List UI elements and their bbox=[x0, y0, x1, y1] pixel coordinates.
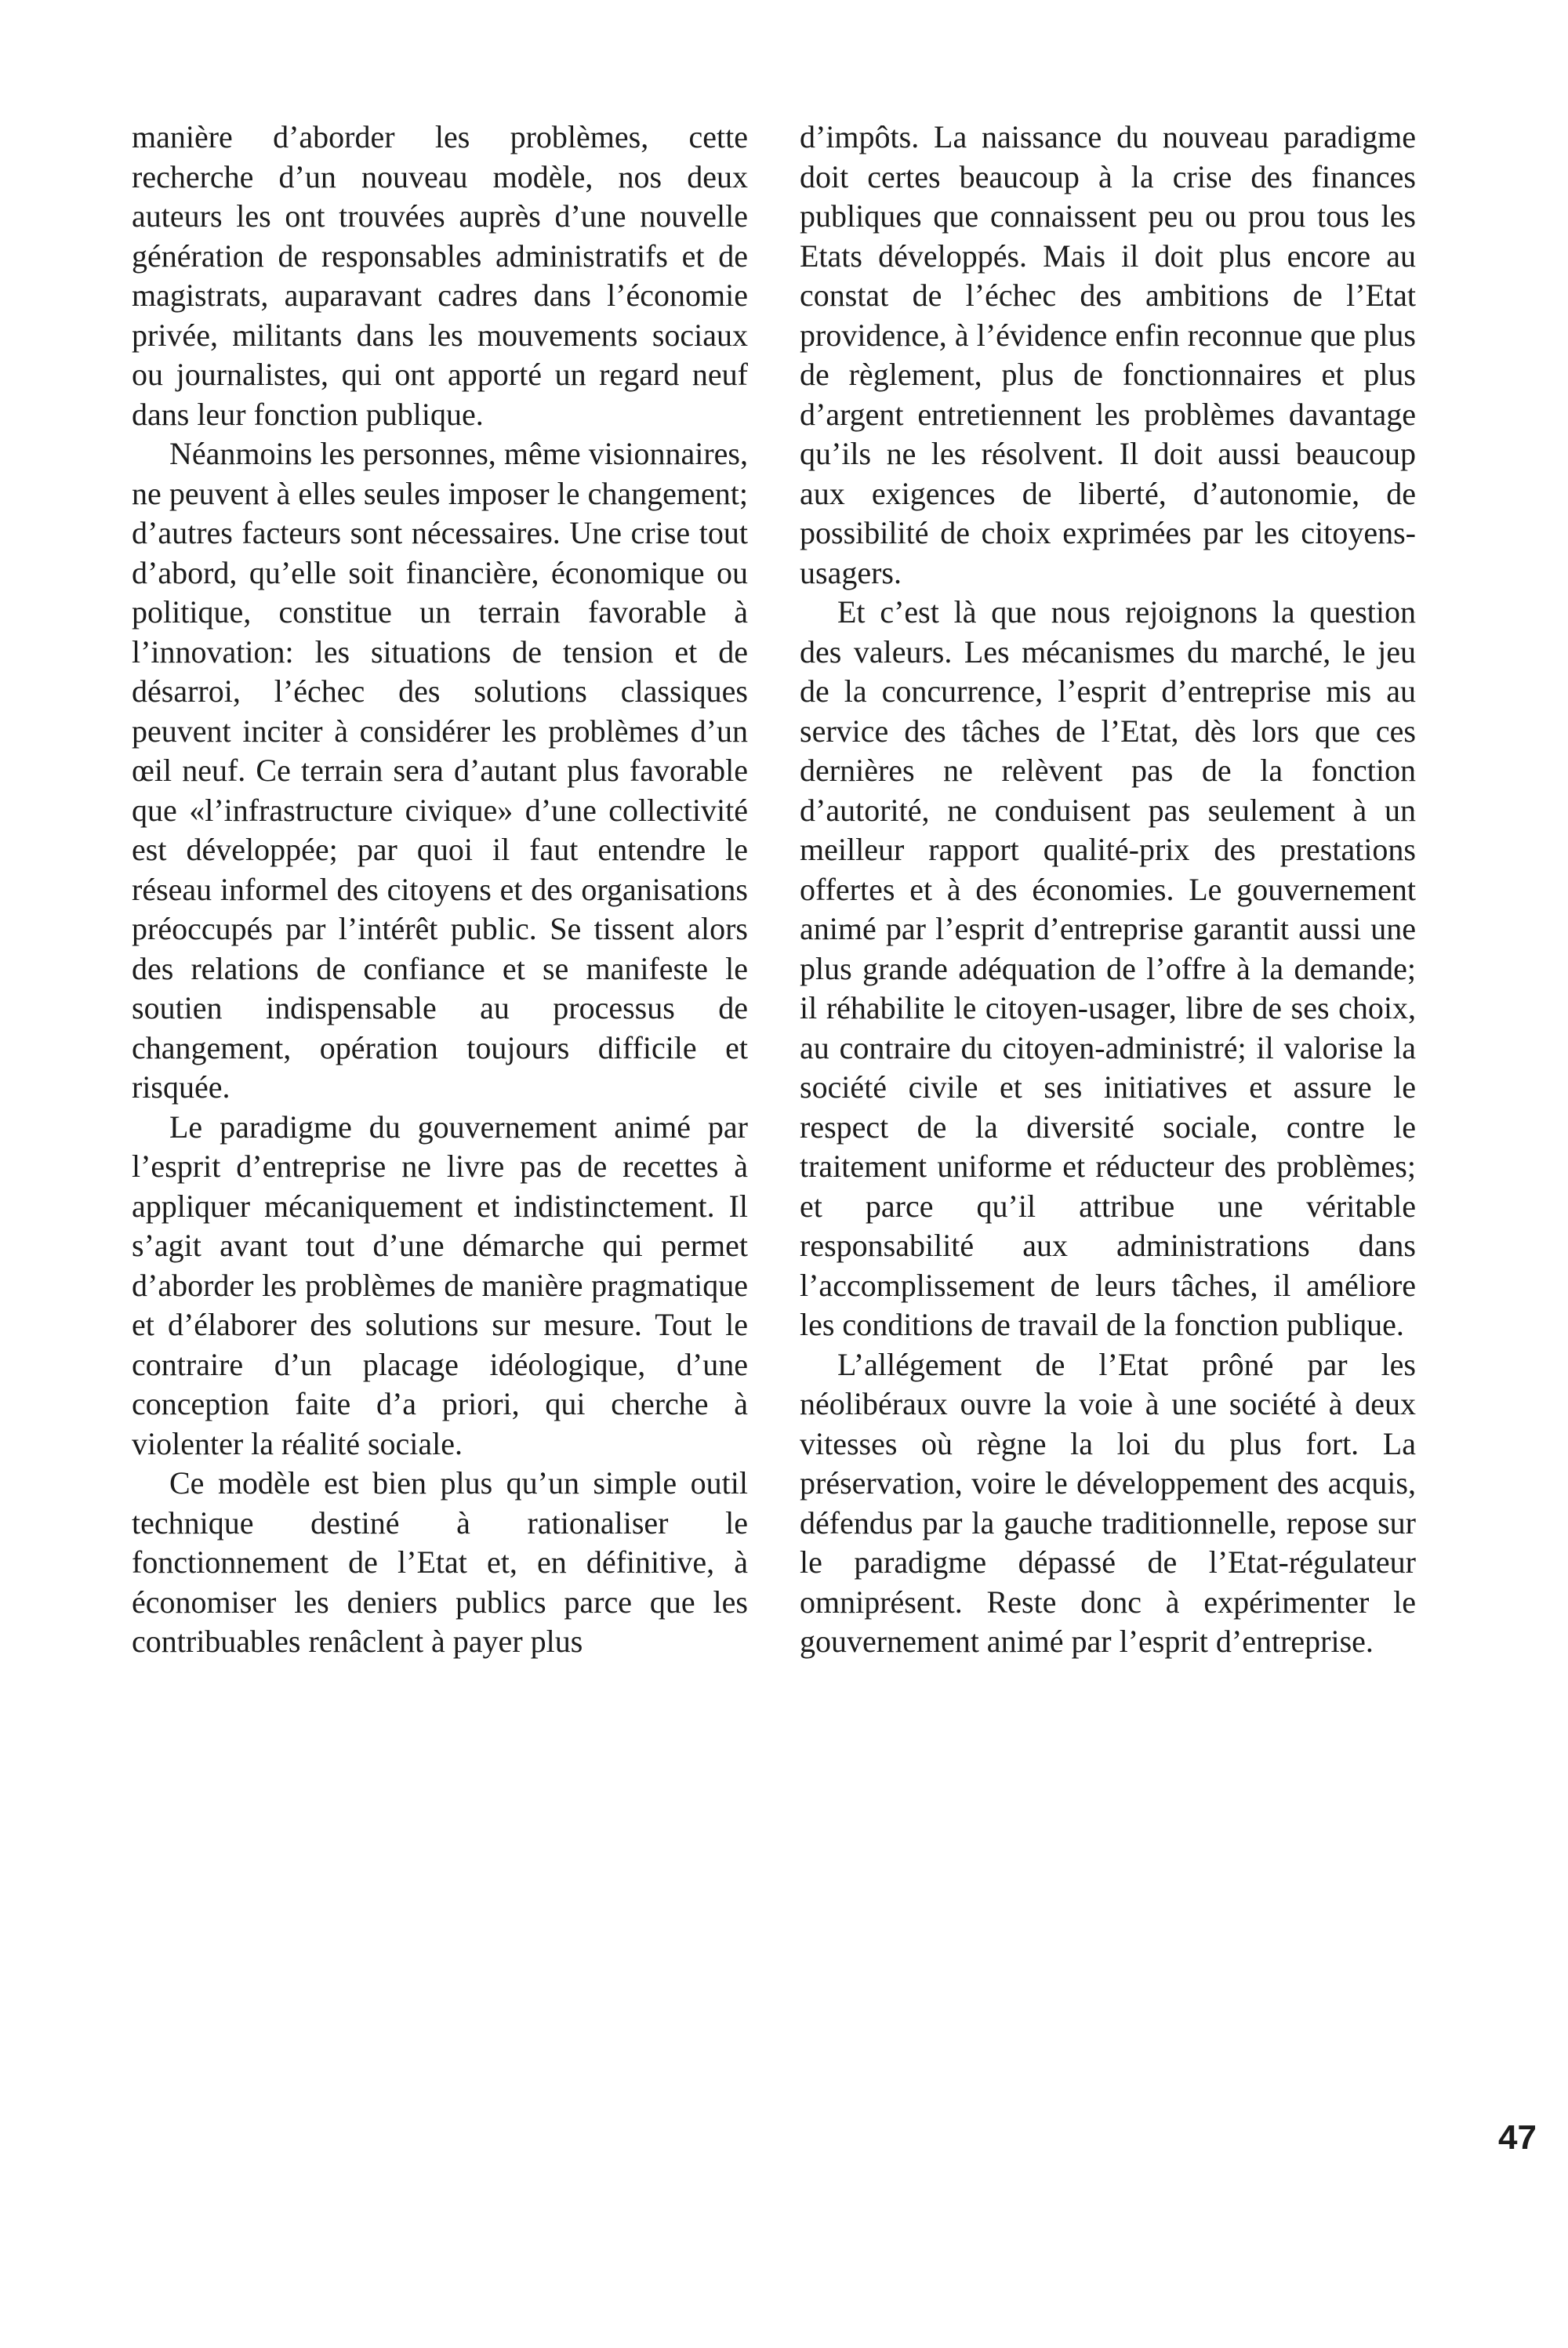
paragraph: Néanmoins les personnes, même visionnaires, ne peuvent à elles seules imposer le changement; d’autres facteurs sont nécessaires. Une crise tout d’abord, qu’elle soit financière, économique ou politique, constitue un terrain favorable à l’innovation: les situations de tension et de désarroi, l’échec des solutions classiques peuvent inciter à considérer les problèmes d’un œil neuf. Ce terrain sera d’autant plus favorable que «l’infrastructure civique» d’une collectivité est développée; par quoi il faut entendre le réseau informel des citoyens et des organisations préoccupés par l’intérêt public. Se tissent alors des relations de confiance et se manifeste le soutien indispensable au processus de changement, opération toujours difficile et risquée. bbox=[132, 436, 748, 1105]
paragraph: d’impôts. La naissance du nouveau paradigme doit certes beaucoup à la crise des finances publiques que connaissent peu ou prou tous les Etats développés. Mais il doit plus encore au constat de l’échec des ambitions de l’Etat providence, à l’évidence enfin reconnue que plus de règlement, plus de fonctionnaires et plus d’argent entretiennent les problèmes davantage qu’ils ne les résolvent. Il doit aussi beaucoup aux exigences de liberté, d’autonomie, de possibilité de choix exprimées par les citoyens-usagers. bbox=[800, 119, 1416, 590]
text-column-right bbox=[800, 118, 1416, 1662]
paragraph: Et c’est là que nous rejoignons la question des valeurs. Les mécanismes du marché, le jeu de la concurrence, l’esprit d’entreprise mis au service des tâches de l’Etat, dès lors que ces dernières ne relèvent pas de la fonction d’autorité, ne conduisent pas seulement à un meilleur rapport qualité-prix des prestations offertes et à des économies. Le gouvernement animé par l’esprit d’entreprise garantit aussi une plus grande adéquation de l’offre à la demande; il réhabilite le citoyen-usager, libre de ses choix, au contraire du citoyen-administré; il valorise la société civile et ses initiatives et assure le respect de la diversité sociale, contre le traitement uniforme et réducteur des problèmes; et parce qu’il attribue une véritable responsabilité aux administrations dans l’accomplissement de leurs tâches, il améliore les conditions de travail de la fonction publique. bbox=[800, 594, 1416, 1342]
text-column-left bbox=[132, 118, 748, 1662]
paragraph: Ce modèle est bien plus qu’un simple outil technique destiné à rationaliser le fonctionnement de l’Etat et, en définitive, à économiser les deniers publics parce que les contribuables renâclent à payer plus bbox=[132, 1465, 748, 1659]
page-number: 47 bbox=[1498, 2118, 1537, 2157]
paragraph: Le paradigme du gouvernement animé par l’esprit d’entreprise ne livre pas de recettes à appliquer mécaniquement et indistinctement. Il s’agit avant tout d’une démarche qui permet d’aborder les problèmes de manière pragmatique et d’élaborer des solutions sur mesure. Tout le contraire d’un placage idéologique, d’une conception faite d’a priori, qui cherche à violenter la réalité sociale. bbox=[132, 1109, 748, 1461]
paragraph: L’allégement de l’Etat prôné par les néolibéraux ouvre la voie à une société à deux vitesses où règne la loi du plus fort. La préservation, voire le développement des acquis, défendus par la gauche traditionnelle, repose sur le paradigme dépassé de l’Etat-régulateur omniprésent. Reste donc à expérimenter le gouvernement animé par l’esprit d’entreprise. bbox=[800, 1346, 1416, 1659]
paragraph: manière d’aborder les problèmes, cette recherche d’un nouveau modèle, nos deux auteurs les ont trouvées auprès d’une nouvelle génération de responsables administratifs et de magistrats, auparavant cadres dans l’économie privée, militants dans les mouvements sociaux ou journalistes, qui ont apporté un regard neuf dans leur fonction publique. bbox=[132, 119, 748, 432]
